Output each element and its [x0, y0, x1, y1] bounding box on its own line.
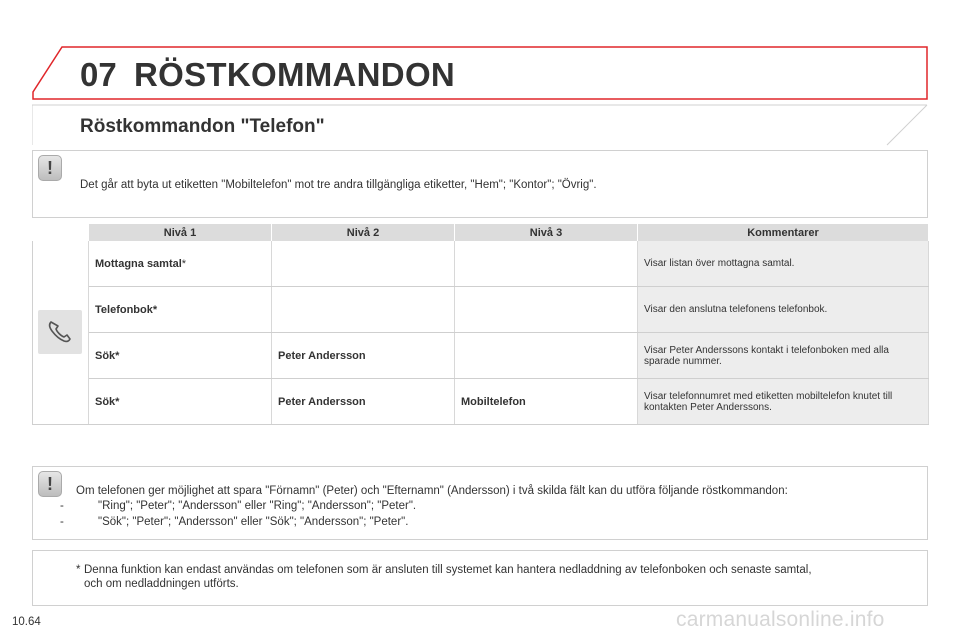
footnote-mark: * [76, 564, 81, 576]
table-header-comments: Kommentarer [638, 224, 929, 241]
warning-icon: ! [38, 471, 62, 497]
list-item: "Ring"; "Peter"; "Andersson" eller "Ring"; "Andersson"; "Peter". [98, 500, 417, 512]
cell-level2 [272, 287, 455, 333]
warning-icon: ! [38, 155, 62, 181]
note-top-text: Det går att byta ut etiketten "Mobiltelefon" mot tre andra tillgängliga etiketter, "Hem"; "Kontor"; "Övrig". [80, 179, 597, 191]
table-row [33, 287, 929, 333]
list-bullet: - [60, 516, 64, 528]
list-bullet: - [60, 500, 64, 512]
cell-comment: Visar listan över mottagna samtal. [638, 241, 929, 287]
table-header-level1: Nivå 1 [89, 224, 272, 241]
table-header-level3: Nivå 3 [455, 224, 638, 241]
cell-comment: Visar den anslutna telefonens telefonbok. [638, 287, 929, 333]
cell-level1: Sök* [89, 379, 272, 425]
watermark: carmanualsonline.info [676, 608, 885, 631]
list-item: "Sök"; "Peter"; "Andersson" eller "Sök"; "Andersson"; "Peter". [98, 516, 409, 528]
section-title: Röstkommandon "Telefon" [80, 116, 325, 137]
voice-command-table [32, 224, 929, 425]
page-number: 10.64 [12, 616, 41, 628]
cell-level1 [89, 241, 272, 287]
cell-level1: Sök* [89, 333, 272, 379]
phone-icon-box [38, 310, 82, 354]
cell-level2: Peter Andersson [272, 333, 455, 379]
table-header-empty [33, 224, 89, 241]
footnote-line1: Denna funktion kan endast användas om telefonen som är ansluten till systemet kan hantera nedladdning av telefonboken och senaste samtal, [84, 564, 812, 576]
table-row [33, 333, 929, 379]
cell-comment: Visar telefonnumret med etiketten mobiltelefon knutet till kontakten Peter Anderssons. [638, 379, 929, 425]
table-row [33, 241, 929, 287]
cell-level1: Telefonbok* [89, 287, 272, 333]
cell-comment: Visar Peter Anderssons kontakt i telefonboken med alla sparade nummer. [638, 333, 929, 379]
cell-level2 [272, 241, 455, 287]
chapter-number: 07 [80, 56, 117, 93]
cell-level3: Mobiltelefon [455, 379, 638, 425]
chapter-title: RÖSTKOMMANDON [134, 56, 456, 93]
cell-level1-text: Mottagna samtal [95, 257, 182, 270]
table-header-row [33, 224, 929, 241]
footnote-line2: och om nedladdningen utförts. [84, 578, 239, 590]
table-row [33, 379, 929, 425]
cell-level3 [455, 241, 638, 287]
cell-level3 [455, 287, 638, 333]
note-middle-intro: Om telefonen ger möjlighet att spara "Förnamn" (Peter) och "Efternamn" (Andersson) i två skilda fält kan du utföra följande röstkommandon: [76, 485, 788, 497]
cell-level3 [455, 333, 638, 379]
cell-level2: Peter Andersson [272, 379, 455, 425]
phone-handset-icon [46, 318, 74, 346]
asterisk-mark: * [181, 257, 187, 270]
table-header-level2: Nivå 2 [272, 224, 455, 241]
